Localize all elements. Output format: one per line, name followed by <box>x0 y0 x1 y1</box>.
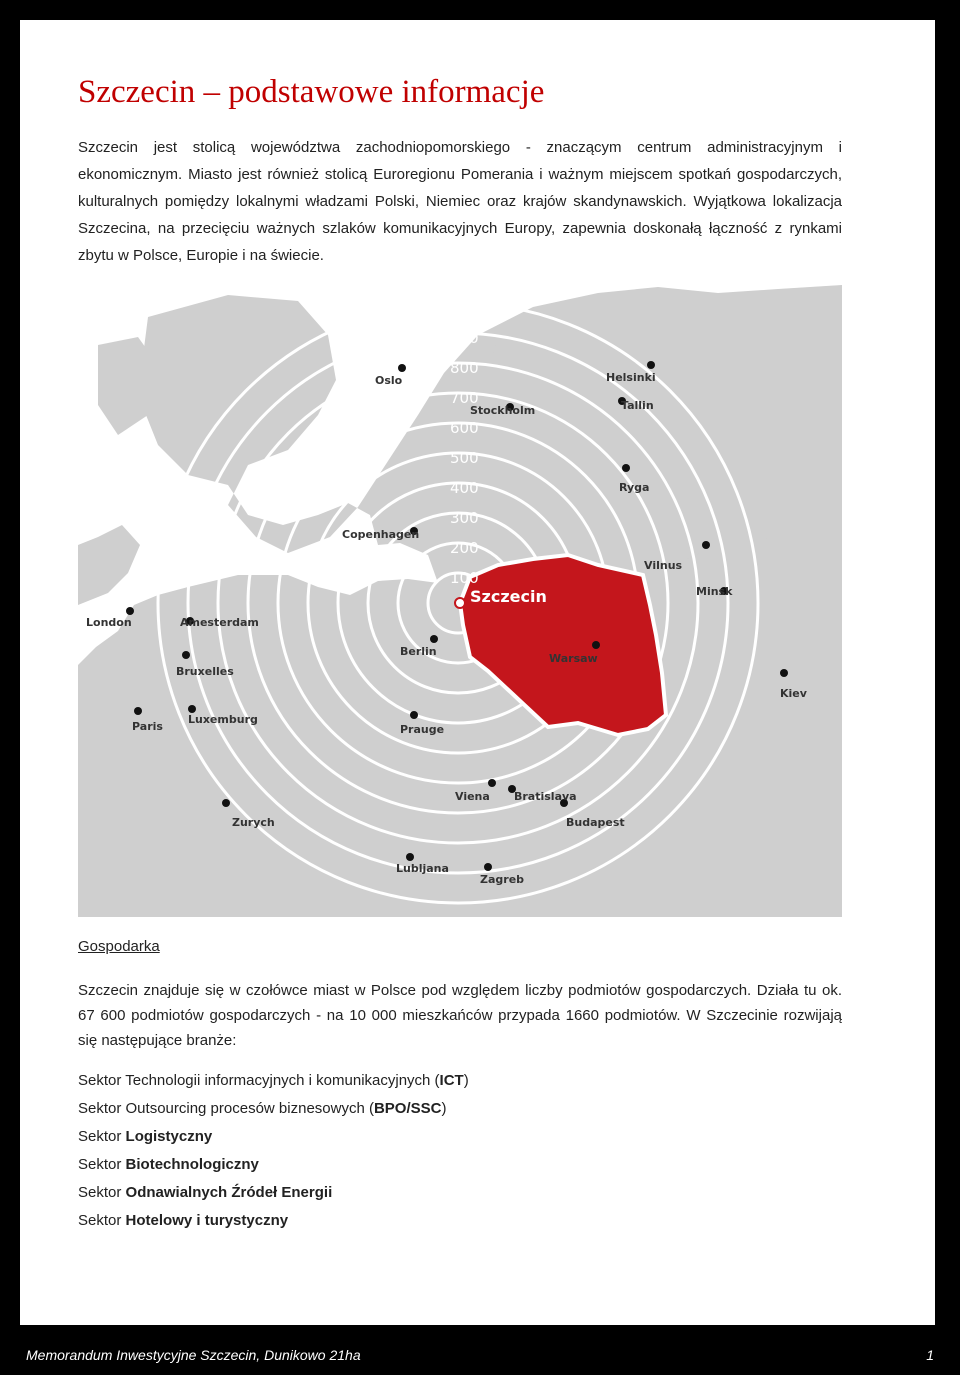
section-heading: Gospodarka <box>78 938 160 955</box>
ring-label: 800 <box>450 359 479 377</box>
city-label: Lubljana <box>396 862 449 875</box>
list-item <box>78 1123 469 1151</box>
sector-name: ICT <box>439 1072 464 1089</box>
ring-label: 1000 <box>444 299 483 317</box>
ring-label: 900 <box>450 329 479 347</box>
city-label: Oslo <box>375 374 403 387</box>
list-item <box>78 1207 469 1235</box>
ring-label: 700 <box>450 389 479 407</box>
city-label: Helsinki <box>606 371 656 384</box>
city-label: Copenhagen <box>342 528 420 541</box>
sector-suffix: ) <box>463 1072 469 1089</box>
sector-prefix: Sektor Outsourcing procesów biznesowych ( <box>78 1100 374 1117</box>
city-label: Kiev <box>780 687 807 700</box>
footer-text: Memorandum Inwestycyjne Szczecin, Dunikowo 21ha <box>26 1347 361 1363</box>
ring-label: 600 <box>450 419 479 437</box>
sector-prefix: Sektor Technologii informacyjnych i komunikacyjnych ( <box>78 1072 440 1089</box>
city-label: Zagreb <box>480 873 525 886</box>
sector-name: Hotelowy i turystyczny <box>125 1212 289 1229</box>
sector-name: Odnawialnych Źródeł Energii <box>125 1184 333 1201</box>
distance-map <box>78 275 842 917</box>
city-label: London <box>86 616 132 629</box>
city-label: Tallin <box>621 399 654 412</box>
ring-label: 500 <box>450 449 479 467</box>
city-label: Stockholm <box>470 404 536 417</box>
page-number: 1 <box>926 1347 934 1363</box>
city-label: Bruxelles <box>176 665 234 678</box>
sector-prefix: Sektor <box>78 1156 126 1173</box>
city-label: Paris <box>132 720 163 733</box>
ring-label: 200 <box>450 539 479 557</box>
list-item <box>78 1151 469 1179</box>
city-label: Warsaw <box>549 652 598 665</box>
economy-paragraph: Szczecin znajduje się w czołówce miast w Polsce pod względem liczby podmiotów gospodarczych. Działa tu ok. 67 600 podmiotów gospodarczych - na 10 000 mieszkańców przypada 1660 podmiotów. W Szczecinie rozwijają się następujące branże: <box>78 982 842 1049</box>
ring-label: 400 <box>450 479 479 497</box>
sector-name: BPO/SSC <box>373 1100 442 1117</box>
sector-suffix: ) <box>441 1100 447 1117</box>
list-item <box>78 1179 469 1207</box>
city-label: Ryga <box>619 481 650 494</box>
city-label: Berlin <box>400 645 437 658</box>
city-label: Amesterdam <box>180 616 259 629</box>
ring-label: 100 <box>450 569 479 587</box>
city-label: Prauge <box>400 723 445 736</box>
city-label: Luxemburg <box>188 713 258 726</box>
city-label: Vilnus <box>644 559 683 572</box>
city-label: Bratislava <box>514 790 577 803</box>
sector-prefix: Sektor <box>78 1128 126 1145</box>
city-label: Viena <box>455 790 490 803</box>
page-title: Szczecin – podstawowe informacje <box>78 74 545 110</box>
sector-name: Logistyczny <box>125 1128 213 1145</box>
city-label: Zurych <box>232 816 275 829</box>
sector-prefix: Sektor <box>78 1184 126 1201</box>
ring-label: 300 <box>450 509 479 527</box>
szczecin-label: Szczecin <box>470 587 547 606</box>
sector-name: Biotechnologiczny <box>125 1156 259 1173</box>
city-label: Budapest <box>566 816 625 829</box>
page-footer <box>0 1325 960 1375</box>
list-item <box>78 1067 469 1095</box>
sector-prefix: Sektor <box>78 1212 126 1229</box>
intro-paragraph: Szczecin jest stolicą województwa zachodniopomorskiego - znaczącym centrum administracyjnym i ekonomicznym. Miasto jest również stolicą Euroregionu Pomerania i ważnym miejscem spotkań gospodarczych, kulturalnych pomiędzy lokalnymi władzami Polski, Niemiec oraz krajów skandynawskich. Wyjątkowa lokalizacja Szczecina, na przecięciu ważnych szlaków komunikacyjnych Europy, zapewnia doskonałą łączność z rynkami zbytu w Polsce, Europie i na świecie. <box>78 139 842 264</box>
city-label: Minsk <box>696 585 733 598</box>
sector-list <box>78 1067 469 1235</box>
list-item <box>78 1095 469 1123</box>
